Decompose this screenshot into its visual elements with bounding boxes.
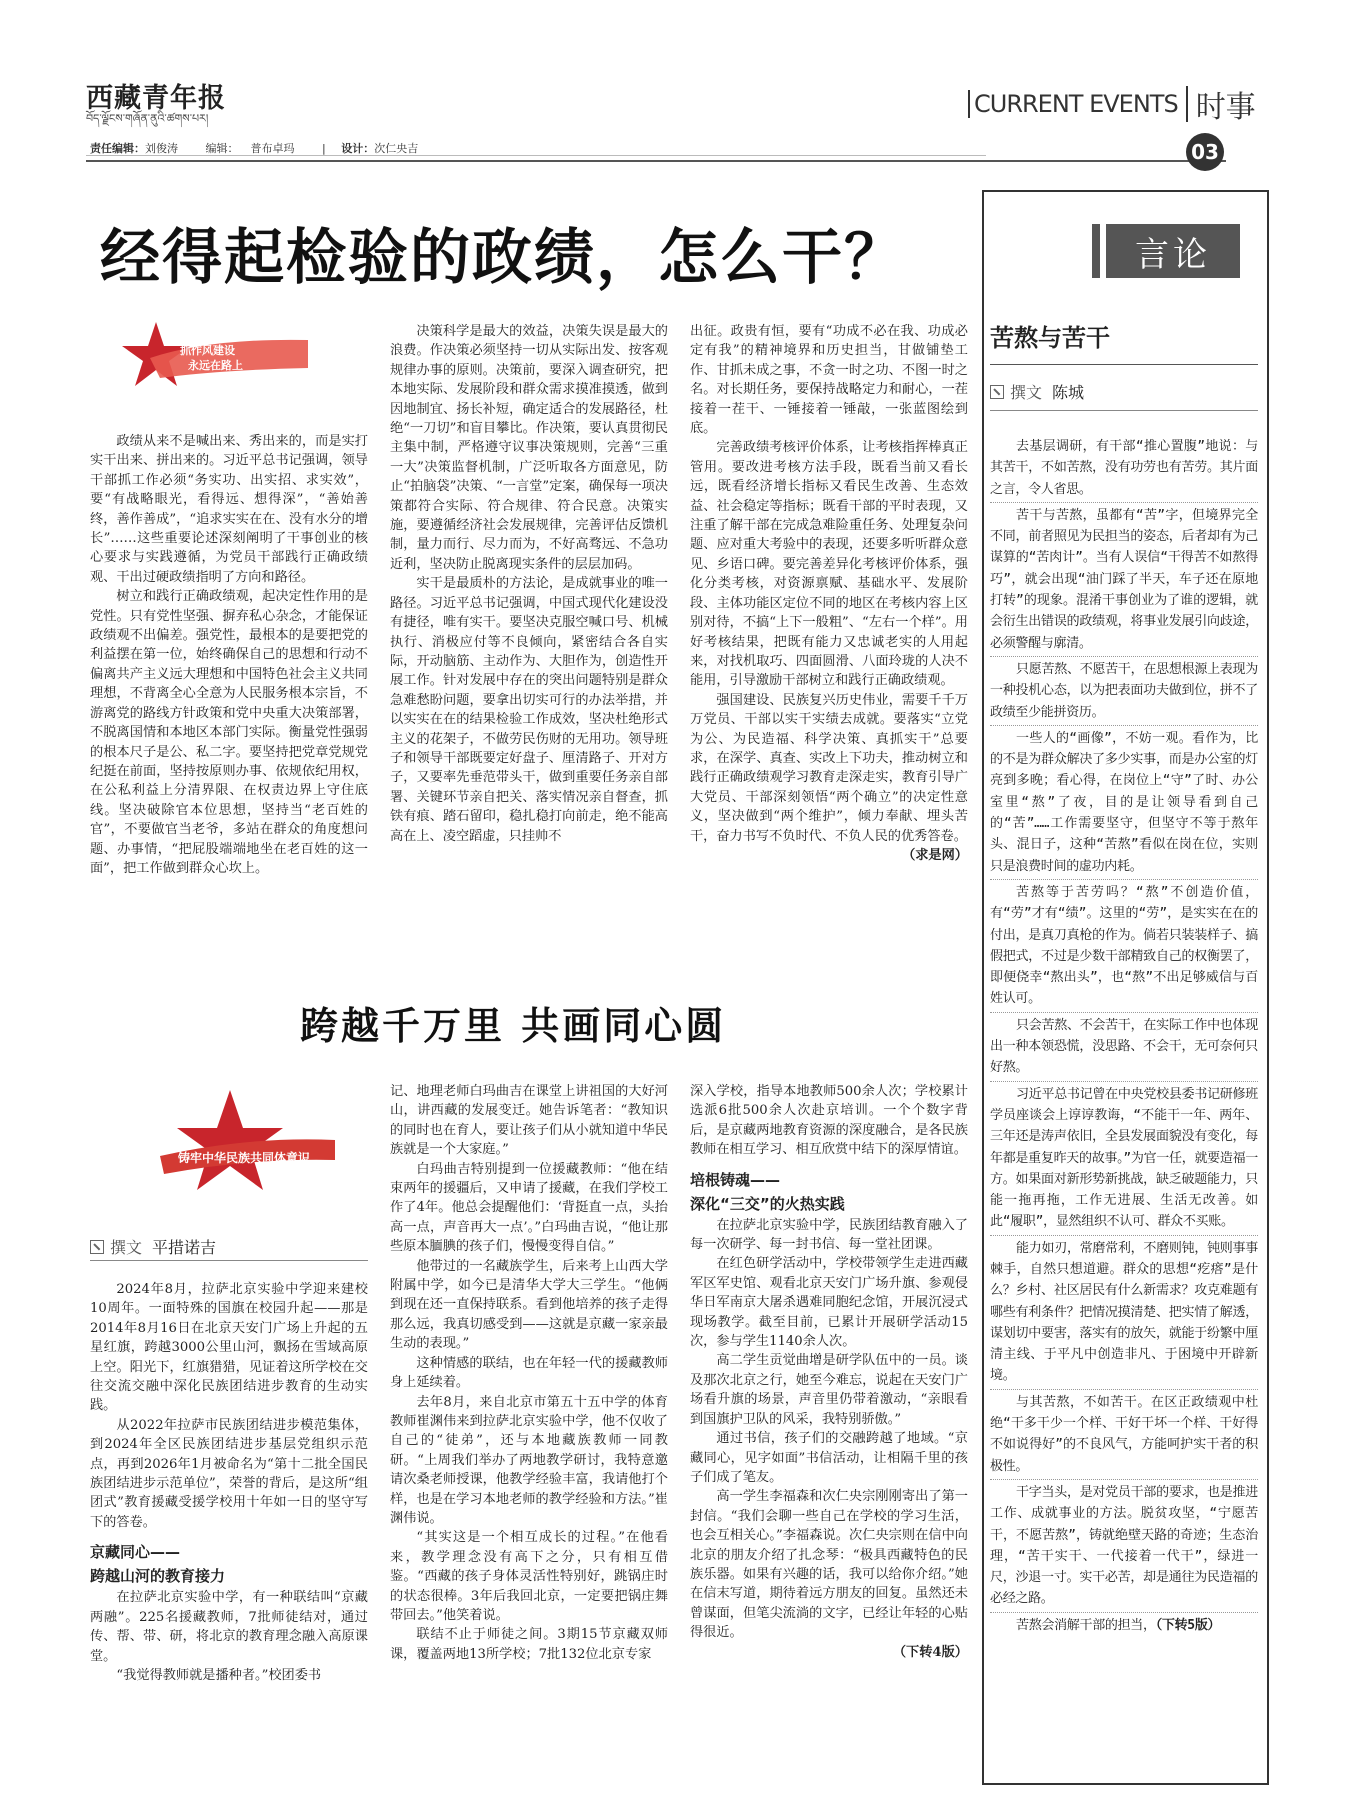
masthead-title: 西藏青年报 [86,83,226,114]
article1-column-3 [690,322,968,865]
badge-accent [1092,224,1100,278]
subheading: 跨越山河的教育接力 [90,1567,226,1586]
subheading: 培根铸魂—— [690,1170,781,1189]
sidebar-byline-rule [990,410,1258,411]
commentary-badge: 言论 [1106,224,1240,278]
paragraph: 只愿苦熬、不愿苦干，在思想根源上表现为一种投机心态，以为把表面功夫做到位，拼不了政绩至少能拼资历。 [990,661,1258,720]
paragraph: 强国建设、民族复兴历史伟业，需要千千万万党员、干部以实干实绩去成就。要落实“立党为公、为民造福、科学决策、真抓实干”总要求，在深学、真查、实改上下功夫，推动树立和践行正确政绩观学习教育走深走实，教育引导广大党员、干部深刻领悟“两个确立”的决定性意义，坚决做到“两个维护”，倾力奉献、埋头苦干，奋力书写不负时代、不负人民的优秀答卷。 [690,692,968,844]
pen-square-icon [990,385,1004,399]
article1-emblem [120,318,310,394]
paragraph: 只会苦熬、不会苦干，在实际工作中也体现出一种本领恐慌，没思路、不会干，无可奈何只好熬。 [990,1017,1258,1076]
article2-column-3 [690,1082,968,1662]
commentary-body [990,436,1258,1636]
paragraph: 与其苦熬，不如苦干。在区正政绩观中杜绝“干多干少一个样、干好干坏一个样、干好得不如说得好”的不良风气，方能呵护实干者的积极性。 [990,1394,1258,1474]
paragraph: 完善政绩考核评价体系，让考核指挥棒真正管用。要改进考核方法手段，既看当前又看长远，既看经济增长指标又看民生改善、生态效益、社会稳定等指标；既看干部的平时表现，又注重了解干部在完成急难险重任务、处理复杂问题、应对重大考验中的表现，还要多听听群众意见、乡语口碑。要完善差异化考核评价体系，强化分类考核，对资源禀赋、基础水平、发展阶段、主体功能区定位不同的地区在考核内容上区别对待，不搞“上下一般粗”、“左右一个样”。用好考核结果，把既有能力又忠诚老实的人用起来，对找机取巧、四面圆滑、八面玲珑的人决不能用，引导激励干部树立和践行正确政绩观。 [690,440,968,689]
section-header [968,80,1256,128]
paragraph: 从2022年拉萨市民族团结进步模范集体，到2024年全区民族团结进步基层党组织示范点，再到2026年1月被命名为“第十二批全国民族团结进步示范单位”，荣誉的背后，是这所“组团式”教育援藏受援学校用十年如一日的坚守写下的答卷。 [90,1417,368,1530]
paragraph: 能力如刃，常磨常利，不磨则钝，钝则事事棘手，自然只想道避。群众的思想“疙瘩”是什么？乡村、社区居民有什么新需求？攻克难题有哪些有利条件？把情况摸清楚、把实情了解透，谋划切中要害，落实有的放矢，就能于纷繁中厘清主线、于平凡中创造非凡、于困境中开辟新境。 [990,1240,1258,1384]
paragraph: 出征。政贵有恒，要有“功成不必在我、功成必定有我”的精神境界和历史担当，甘做铺垫工作、甘抓未成之事，不贪一时之功、不图一时之名。对长期任务，要保持战略定力和耐心，一茬接着一茬干、一锤接着一锤敲，一张蓝图绘到底。 [690,324,968,437]
sidebar-title-rule [990,364,1258,365]
emblem-text-line1: 抓作风建设 [180,344,235,357]
subheading: 京藏同心—— [90,1543,181,1562]
article1-source: （求是网） [902,847,968,863]
article2-emblem [150,1088,340,1202]
paragraph: 政绩从来不是喊出来、秀出来的，而是实打实干出来、拼出来的。习近平总书记强调，领导干部抓工作必须“务实功、出实招、求实效”，要“有战略眼光，看得远、想得深”，“善始善终，善作善成”，“追求实实在在、没有水分的增长”……这些重要论述深刻阐明了干事创业的核心要求与实践遵循，为党员干部践行正确政绩观、干出过硬政绩指明了方向和路径。 [90,434,368,585]
commentary-continued: （下转5版） [1155,1617,1221,1633]
article2-headline: 跨越千万里 共画同心圆 [300,1004,727,1048]
article2-column-1 [90,1280,368,1685]
paragraph: 这种情感的联结，也在年轻一代的援藏教师身上延续着。 [390,1355,668,1391]
paragraph: 通过书信，孩子们的交融跨越了地域。“京藏同心，见字如面”书信活动，让相隔千里的孩子们成了笔友。 [690,1431,968,1485]
article2-byline [90,1235,216,1258]
article1-headline: 经得起检验的政绩，怎么干？ [100,223,906,293]
byline-label: 撰文 [1010,383,1043,402]
paragraph: 苦熬等于苦劳吗？“熬”不创造价值，有“劳”才有“绩”。这里的“劳”，是实实在在的付出，是真刀真枪的作为。倘若只装装样子、搞假把式，不过是少数干部精致自己的权衡罢了，即便侥幸“熬出头”，也“熬”不出足够威信与百姓认可。 [990,884,1258,1007]
paragraph: 高一学生李福森和次仁央宗刚刚寄出了第一封信。“我们会聊一些自己在学校的学习生活，也会互相关心。”李福森说。次仁央宗则在信中向北京的朋友介绍了扎念琴：“极具西藏特色的民族乐器。如果有兴趣的话，我可以给你介绍。”她在信末写道，期待着远方朋友的回复。虽然还未曾谋面，但笔尖流淌的文字，已经让年轻的心贴得很近。 [690,1489,968,1641]
paragraph: 高二学生贡觉曲增是研学队伍中的一员。谈及那次北京之行，她至今难忘，说起在天安门广场看升旗的场景，声音里仍带着激动，“亲眼看到国旗护卫队的风采，我特别骄傲。” [690,1353,968,1427]
pen-square-icon [90,1240,104,1254]
paragraph: 习近平总书记曾在中央党校县委书记研修班学员座谈会上谆谆教诲，“不能干一年、两年、三年还是涛声依旧，全县发展面貌没有变化，每年都是重复昨天的故事。”为官一任，就要造福一方。如果面对新形势新挑战，缺乏破题能力，只能一拖再拖，工作无进展、生活无改善。如此“履职”，显然组织不认可、群众不买账。 [990,1086,1258,1230]
paragraph: 树立和践行正确政绩观，起决定性作用的是党性。只有党性坚强、摒弃私心杂念，才能保证政绩观不出偏差。强党性，最根本的是要把党的利益摆在第一位，始终确保自己的思想和行动不偏离共产主义远大理想和中国特色社会主义共同理想，不背离全心全意为人民服务根本宗旨，不游离党的路线方针政策和党中央重大决策部署，不脱离国情和本地区本部门实际。衡量党性强弱的根本尺子是公、私二字。要坚持把党章党规党纪挺在前面，坚持按原则办事、依规依纪用权，在公私利益上分清界限、在权责边界上守住底线。坚决破除官本位思想，坚持当“老百姓的官”，不要做官当老爷，多站在群众的角度想问题、办事情，“把屁股端端地坐在老百姓的这一面”，把工作做到群众心坎上。 [90,589,368,876]
paragraph: 去基层调研，有干部“推心置腹”地说：与其苦干，不如苦熬，没有功劳也有苦劳。其片面之言，令人省思。 [990,439,1258,497]
paragraph: 记、地理老师白玛曲吉在课堂上讲祖国的大好河山，讲西藏的发展变迁。她告诉笔者：“教知识的同时也在育人，要让孩子们从小就知道中华民族就是一个大家庭。” [390,1084,668,1158]
section-separator [1186,86,1188,122]
credits-line: 责任编辑：刘俊涛 编辑： 普布卓玛 | 设计：次仁央吉 [90,142,419,155]
paragraph: 苦干与苦熬，虽都有“苦”字，但境界完全不同，前者照见为民担当的姿态，后者却有为己谋算的“苦肉计”。当有人误信“干得苦不如熬得巧”，就会出现“油门踩了半天，车子还在原地打转”的现象。混淆干事创业为了谁的逻辑，就会衍生出错误的政绩观，将事业发展引向歧途，必须警醒与廓清。 [990,507,1258,651]
paragraph: 去年8月，来自北京市第五十五中学的体育教师崔渊伟来到拉萨北京实验中学，他不仅收了自己的“徒弟”，还与本地藏族教师一同教研。“上周我们举办了两地教学研讨，我特意邀请次桑老师授课，他教学经验丰富，我请他打个样，也是在学习本地老师的教学经验和方法。”崔渊伟说。 [390,1394,668,1526]
paragraph: 2024年8月，拉萨北京实验中学迎来建校10周年。一面特殊的国旗在校园升起——那是2014年8月16日在北京天安门广场上升起的五星红旗，跨越3000公里山河，飘扬在雪域高原上空。阳光下，红旗猎猎，见证着这所学校在交往交流交融中深化民族团结进步教育的生动实践。 [90,1282,368,1414]
paragraph: 一些人的“画像”，不妨一观。看作为，比的不是为群众解决了多少实事，而是办公室的灯亮到多晚；看心得，在岗位上“守”了时、办公室里“熬”了夜，目的是让领导看到自己的“苦”……工作需要坚守，但坚守不等于熬年头、混日子，这种“苦熬”看似在岗在位，实则只是浪费时间的虚功内耗。 [990,730,1258,874]
paragraph: 白玛曲吉特别提到一位援藏教师：“他在结束两年的援疆后，又申请了援藏，在我们学校工作了4年。他总会提醒他们：‘背挺直一点，头抬高一点，声音再大一点’。”白玛曲吉说，“他让那些原本腼腆的孩子们，慢慢变得自信。” [390,1161,668,1255]
emblem-text-line2: 永远在路上 [188,359,243,372]
subheading: 深化“三交”的火热实践 [690,1194,845,1213]
article2-continued: （下转4版） [892,1644,968,1660]
paragraph: 在拉萨北京实验中学，有一种联结叫“京藏两融”。225名援藏教师，7批师徒结对，通过传、帮、带、研，将北京的教育理念融入高原课堂。 [90,1590,368,1664]
page-number: 03 [1186,133,1224,171]
article2-column-2 [390,1082,668,1664]
byline-author: 平措诺吉 [152,1238,217,1257]
paragraph-text: 苦熬会消解干部的担当， [1016,1617,1156,1633]
paragraph: 深入学校，指导本地教师500余人次；学校累计选派6批500余人次赴京培训。一个个数字背后，是京藏两地教育资源的深度融合，是各民族教师在相互学习、相互欣赏中结下的深厚情谊。 [690,1084,968,1158]
article1-column-1 [90,432,368,878]
commentary-byline [990,380,1084,403]
paragraph: 决策科学是最大的效益，决策失误是最大的浪费。作决策必须坚持一切从实际出发、按客观规律办事的原则。决策前，要深入调查研究，把本地实际、发展阶段和群众需求摸准摸透，做到因地制宜、扬长补短，确定适合的发展路径，杜绝“一刀切”和盲目攀比。作决策，要认真贯彻民主集中制，严格遵守议事决策规则，完善“三重一大”决策监督机制，广泛听取各方面意见，防止“拍脑袋”决策、“一言堂”定案，确保每一项决策都符合实际、符合规律、符合民意。决策实施，要遵循经济社会发展规律，完善评估反馈机制，量力而行、尽力而为，不好高骛远、不急功近利，坚决防止脱离现实条件的层层加码。 [390,324,668,572]
paragraph: “其实这是一个相互成长的过程。”在他看来，教学理念没有高下之分，只有相互借鉴。“西藏的孩子身体灵活性特别好，跳锅庄时的状态很棒。3年后我回北京，一定要把锅庄舞带回去。”他笑着说。 [390,1530,668,1623]
paragraph: “我觉得教师就是播种者。”校团委书 [116,1667,322,1683]
byline-label: 撰文 [110,1238,143,1257]
paragraph: 在拉萨北京实验中学，民族团结教育融入了每一次研学、每一封书信、每一堂社团课。 [690,1217,968,1253]
commentary-title: 苦熬与苦干 [990,323,1110,352]
star-emblem-icon [120,318,310,390]
paragraph [990,1615,1258,1636]
emblem2-text: 铸牢中华民族共同体意识 [178,1151,311,1165]
header-rule-thin [86,155,986,156]
paragraph: 实干是最质朴的方法论，是成就事业的唯一路径。习近平总书记强调，中国式现代化建设没有捷径，唯有实干。要坚决克服空喊口号、机械执行、消极应付等不良倾向，紧密结合各自实际，开动脑筋、主动作为、大胆作为，创造性开展工作。针对发展中存在的突出问题特别是群众急难愁盼问题，要拿出切实可行的办法举措，并以实实在在的结果检验工作成效，坚决杜绝形式主义的花架子，不做劳民伤财的无用功。领导班子和领导干部既要定好盘子、厘清路子、开对方子，又要率先垂范带头干，做到重要任务亲自部署、关键环节亲自把关、落实情况亲自督查，抓铁有痕、踏石留印，稳扎稳打向前走，绝不能高高在上、凌空蹈虚，只挂帅不 [390,576,668,844]
byline-rule [90,1260,368,1261]
section-cn: 时事 [1195,90,1256,125]
byline-author: 陈城 [1052,383,1085,402]
masthead-tibetan: བོད་ལྗོངས་གཞོན་ནུའི་ཚགས་པར། [86,112,209,125]
paragraph: 干字当头，是对党员干部的要求，也是推进工作、成就事业的方法。脱贫攻坚，“宁愿苦干，不愿苦熬”，铸就绝壁天路的奇迹；生态治理，“苦干实干、一代接着一代干”，绿进一尺，沙退一寸。实干必苦，却是通往为民造福的必经之路。 [990,1484,1258,1607]
header-rule [86,160,1226,162]
section-en: CURRENT EVENTS [968,90,1178,118]
paragraph: 他带过的一名藏族学生，后来考上山西大学附属中学，如今已是清华大学大三学生。“他俩到现在还一直保持联系。看到他培养的孩子走得那么远，我真切感受到——这就是京藏一家亲最生动的表现。” [390,1258,668,1352]
paragraph: 在红色研学活动中，学校带领学生走进西藏军区军史馆、观看北京天安门广场升旗、参观侵华日军南京大屠杀遇难同胞纪念馆，开展沉浸式现场教学。截至目前，已累计开展研学活动15次，参与学生1140余人次。 [690,1256,968,1350]
paragraph: 联结不止于师徒之间。3期15节京藏双师课，覆盖两地13所学校；7批132位北京专家 [390,1627,668,1662]
star-ribbon-icon [150,1088,340,1198]
article1-column-2 [390,322,668,846]
